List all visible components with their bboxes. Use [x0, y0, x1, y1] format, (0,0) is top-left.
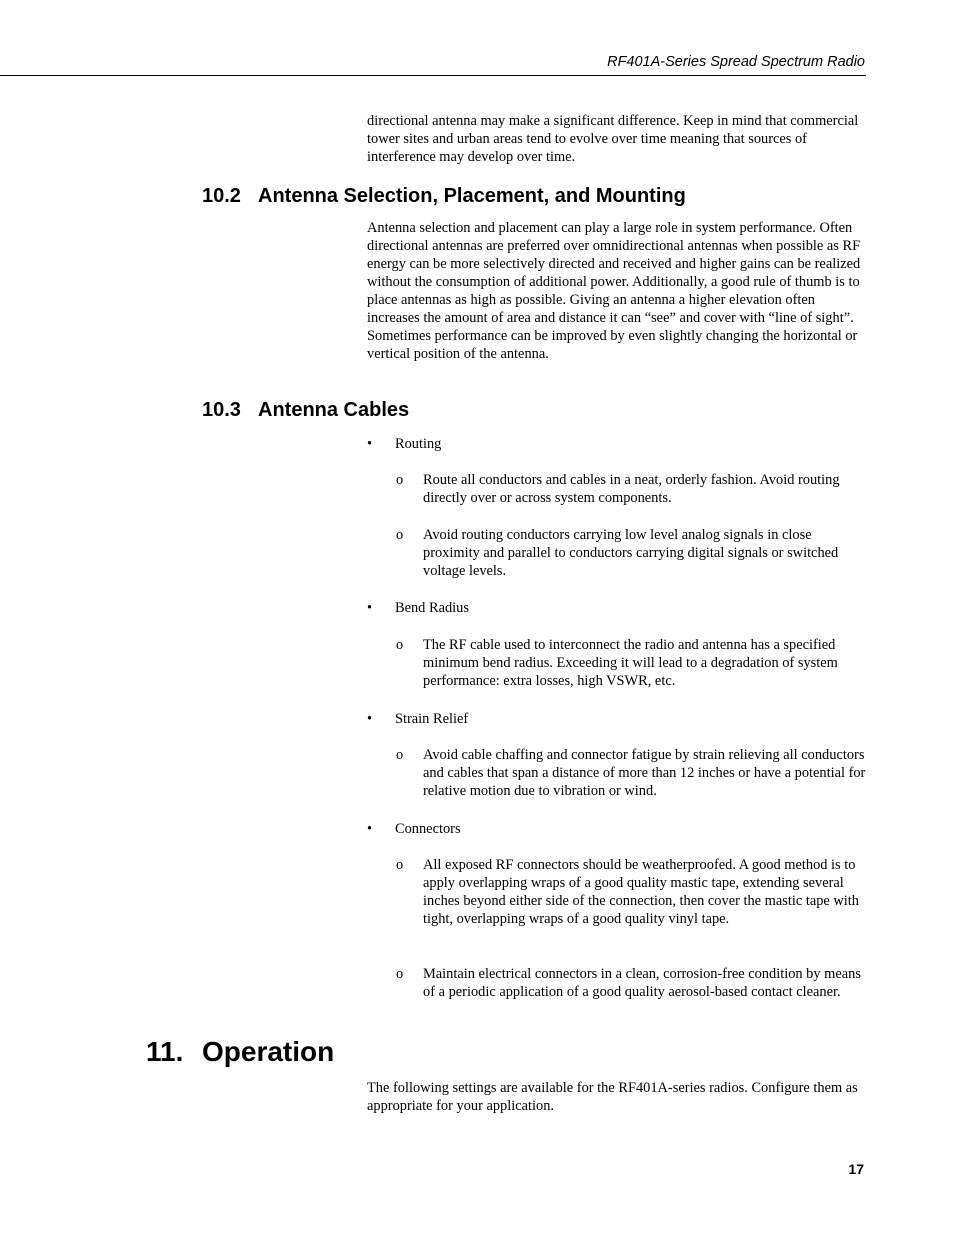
sub-item-text: Avoid routing conductors carrying low level analog signals in close proximity and parallel to conductors carrying digital signals or switched voltage levels.: [423, 527, 839, 579]
section-10-2-heading: [202, 185, 686, 208]
sub-item-text: Maintain electrical connectors in a clean, corrosion-free condition by means of a periodic application of a good quality aerosol-based contact cleaner.: [423, 966, 861, 1000]
sub-bullet-mark: o: [396, 527, 404, 543]
section-10-3-heading: [202, 399, 409, 422]
list-item-label: Bend Radius: [395, 600, 469, 616]
sub-item-text: The RF cable used to interconnect the radio and antenna has a specified minimum bend radius. Exceeding it will lead to a degradation of system performance: extra losses, high VSWR, etc.: [423, 637, 838, 689]
list-item-label: Strain Relief: [395, 711, 469, 727]
section-title: Antenna Cables: [258, 399, 410, 421]
sub-bullet-mark: o: [396, 857, 404, 873]
sub-bullet-mark: o: [396, 966, 404, 982]
section-title: Antenna Selection, Placement, and Mounting: [258, 185, 686, 207]
section-number: 10.2: [202, 185, 241, 207]
section-number: 11.: [146, 1036, 184, 1067]
list-item-connectors: [367, 820, 461, 838]
sub-bullet-mark: o: [396, 637, 404, 653]
section-11-heading: [146, 1036, 334, 1068]
running-header: RF401A-Series Spread Spectrum Radio: [607, 54, 865, 70]
list-item-label: Routing: [395, 436, 442, 452]
section-10-2-paragraph: Antenna selection and placement can play a large role in system performance. Often directional antennas are preferred over omnidirectional antennas when possible as RF energy can be more selectively directed and received and higher gains can be realized without the consumption of additional power. Additionally, a good rule of thumb is to place antennas as high as possible. Giving an antenna a higher elevation often increases the amount of area and distance it can “see” and cover with “line of sight”. Sometimes performance can be improved by even slightly changing the horizontal or vertical position of the antenna.: [367, 220, 861, 362]
bullet-mark: •: [367, 600, 373, 616]
sub-item-text: Avoid cable chaffing and connector fatigue by strain relieving all conductors and cables that span a distance of more than 12 inches or have a potential for relative motion due to vibration or wind.: [423, 747, 866, 799]
list-item-label: Connectors: [395, 821, 461, 837]
intro-paragraph: directional antenna may make a significant difference. Keep in mind that commercial tower sites and urban areas tend to evolve over time meaning that sources of interference may develop over time.: [367, 113, 859, 165]
bullet-mark: •: [367, 436, 373, 452]
sub-item-text: Route all conductors and cables in a neat, orderly fashion. Avoid routing directly over or across system components.: [423, 472, 840, 506]
sub-bullet-mark: o: [396, 472, 404, 488]
page-number: 17: [848, 1161, 864, 1177]
header-rule: [0, 75, 866, 76]
bullet-mark: •: [367, 711, 373, 727]
section-number: 10.3: [202, 399, 241, 421]
section-11-paragraph: The following settings are available for the RF401A-series radios. Configure them as appropriate for your application.: [367, 1080, 858, 1114]
list-item-bend-radius: [367, 599, 469, 617]
section-title: Operation: [202, 1036, 335, 1067]
list-item-strain-relief: [367, 710, 468, 728]
sub-bullet-mark: o: [396, 747, 404, 763]
sub-item-text: All exposed RF connectors should be weatherproofed. A good method is to apply overlapping wraps of a good quality mastic tape, extending several inches beyond either side of the connection, then cover the mastic tape with tight, overlapping wraps of a good quality vinyl tape.: [423, 857, 859, 927]
bullet-mark: •: [367, 821, 373, 837]
list-item-routing: [367, 435, 441, 453]
